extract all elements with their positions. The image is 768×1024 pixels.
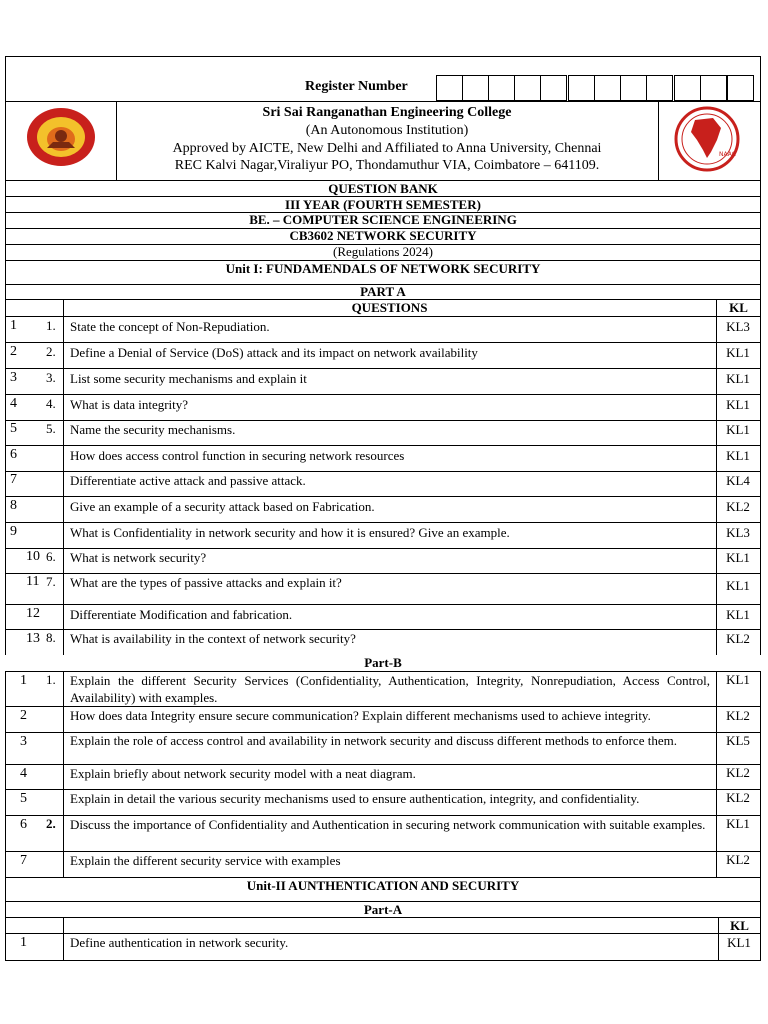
- register-digit-box[interactable]: [488, 75, 515, 101]
- kl-value: KL2: [726, 852, 750, 867]
- row-number: 9: [10, 524, 17, 539]
- sub-number: 6.: [46, 549, 56, 564]
- row-number: 13: [26, 631, 40, 646]
- row-number: 10: [26, 549, 40, 564]
- question-text: What is network security?: [70, 550, 207, 565]
- sub-number: 8.: [46, 630, 56, 645]
- question-text: State the concept of Non-Repudiation.: [70, 319, 270, 334]
- question-text: How does access control function in securing network resources: [70, 448, 405, 463]
- question-text: What is availability in the context of network security?: [70, 631, 356, 646]
- register-digit-box[interactable]: [700, 75, 727, 101]
- row-number: 1: [20, 673, 27, 688]
- part-b-title: Part-B: [5, 655, 761, 671]
- college-name: Sri Sai Ranganathan Engineering College: [262, 105, 512, 120]
- kl-value: KL1: [726, 397, 750, 412]
- kl-value: KL3: [726, 525, 750, 540]
- kl-value: KL1: [726, 422, 750, 437]
- row-number: 8: [10, 498, 17, 513]
- register-digit-box[interactable]: [436, 75, 463, 101]
- kl-value: KL1: [726, 672, 750, 687]
- question-text: Define a Denial of Service (DoS) attack and its impact on network availability: [70, 345, 478, 360]
- question-text: Differentiate Modification and fabrication.: [70, 607, 293, 622]
- dept-title: BE. – COMPUTER SCIENCE ENGINEERING: [249, 212, 517, 227]
- row-number: 3: [10, 370, 17, 385]
- question-text: How does data Integrity ensure secure communication? Explain different mechanisms used to achieve integrity.: [70, 708, 651, 723]
- row-number: 2: [20, 708, 27, 723]
- kl-value: KL1: [726, 578, 750, 593]
- row-number: 12: [26, 606, 40, 621]
- kl-value: KL4: [726, 473, 750, 488]
- kl-header: KL: [729, 300, 748, 315]
- unit2-title: Unit-II AUNTHENTICATION AND SECURITY: [246, 878, 520, 893]
- row-number: 5: [20, 791, 27, 806]
- row-number: 2: [10, 344, 17, 359]
- question-text: Define authentication in network security.: [70, 935, 289, 950]
- kl-value: KL1: [726, 448, 750, 463]
- row-number: 4: [10, 396, 17, 411]
- register-digit-box[interactable]: [462, 75, 489, 101]
- sub-number: 1.: [46, 318, 56, 333]
- question-text: What are the types of passive attacks and explain it?: [70, 575, 342, 590]
- kl-value: KL2: [726, 499, 750, 514]
- kl-value: KL5: [726, 733, 750, 748]
- question-text: Explain in detail the various security mechanisms used to ensure authentication, integrity, and confidentiality.: [70, 791, 640, 806]
- sub-number: 4.: [46, 396, 56, 411]
- kl-value: KL2: [726, 790, 750, 805]
- sub-number: 5.: [46, 421, 56, 436]
- question-text: Explain the role of access control and availability in network security and discuss different methods to enforce them.: [70, 733, 677, 748]
- kl-value: KL2: [726, 765, 750, 780]
- kl-value: KL3: [726, 319, 750, 334]
- row-number: 4: [20, 766, 27, 781]
- question-text: List some security mechanisms and explain it: [70, 371, 307, 386]
- row-number: 6: [10, 447, 17, 462]
- register-digit-box[interactable]: [540, 75, 567, 101]
- regulations: (Regulations 2024): [332, 244, 433, 259]
- kl-value: KL1: [727, 935, 751, 950]
- question-text: Discuss the importance of Confidentiality and Authentication in securing network communication with suitable examples.: [70, 817, 706, 832]
- college-approval: Approved by AICTE, New Delhi and Affiliated to Anna University, Chennai: [172, 141, 602, 156]
- question-text: Explain the different Security Services (Confidentiality, Authentication, Integrity, Nonrepudiation, Access Control, Availability) with examples.: [70, 673, 710, 705]
- question-text: What is data integrity?: [70, 397, 189, 412]
- question-text: Name the security mechanisms.: [70, 422, 236, 437]
- sub-number: 1.: [46, 672, 56, 687]
- kl-header-unit2: KL: [730, 918, 749, 933]
- kl-value: KL1: [726, 371, 750, 386]
- part-a-title: PART A: [360, 284, 406, 299]
- sub-number: 2.: [46, 344, 56, 359]
- sub-number: 7.: [46, 574, 56, 589]
- kl-value: KL2: [726, 708, 750, 723]
- row-number: 3: [20, 734, 27, 749]
- row-number: 1: [10, 318, 17, 333]
- kl-value: KL2: [726, 631, 750, 646]
- questions-header: QUESTIONS: [351, 300, 428, 315]
- naac-text: NAAC: [719, 151, 736, 158]
- register-digit-box[interactable]: [594, 75, 621, 101]
- kl-value: KL1: [726, 550, 750, 565]
- register-digit-box[interactable]: [727, 75, 754, 101]
- register-number-label: Register Number: [305, 79, 408, 94]
- register-digit-box[interactable]: [674, 75, 701, 101]
- question-text: Give an example of a security attack based on Fabrication.: [70, 499, 375, 514]
- college-autonomous: (An Autonomous Institution): [305, 123, 469, 138]
- sub-number: 2.: [46, 816, 56, 831]
- course-title: CB3602 NETWORK SECURITY: [289, 228, 477, 243]
- row-number: 1: [20, 935, 27, 950]
- row-number: 7: [20, 853, 27, 868]
- question-bank-title: QUESTION BANK: [328, 181, 438, 196]
- register-digit-box[interactable]: [568, 75, 595, 101]
- question-text: Explain the different security service with examples: [70, 853, 341, 868]
- kl-value: KL1: [726, 607, 750, 622]
- row-number: 6: [20, 817, 27, 832]
- register-digit-box[interactable]: [646, 75, 673, 101]
- year-title: III YEAR (FOURTH SEMESTER): [285, 197, 481, 212]
- row-number: 11: [26, 574, 40, 589]
- naac-logo: [667, 106, 747, 172]
- register-digit-box[interactable]: [620, 75, 647, 101]
- row-number: 5: [10, 421, 17, 436]
- college-address: REC Kalvi Nagar,Viraliyur PO, Thondamuthur VIA, Coimbatore – 641109.: [174, 158, 600, 173]
- question-text: Differentiate active attack and passive attack.: [70, 473, 306, 488]
- sub-number: 3.: [46, 370, 56, 385]
- question-text: What is Confidentiality in network security and how it is ensured? Give an example.: [70, 525, 510, 540]
- question-text: Explain briefly about network security model with a neat diagram.: [70, 766, 416, 781]
- college-logo: [25, 106, 97, 168]
- kl-value: KL1: [726, 816, 750, 831]
- part-a2-title: Part-A: [363, 902, 403, 917]
- row-number: 7: [10, 472, 17, 487]
- register-digit-box[interactable]: [514, 75, 541, 101]
- kl-value: KL1: [726, 345, 750, 360]
- unit1-title: Unit I: FUNDAMENDALS OF NETWORK SECURITY: [225, 261, 541, 276]
